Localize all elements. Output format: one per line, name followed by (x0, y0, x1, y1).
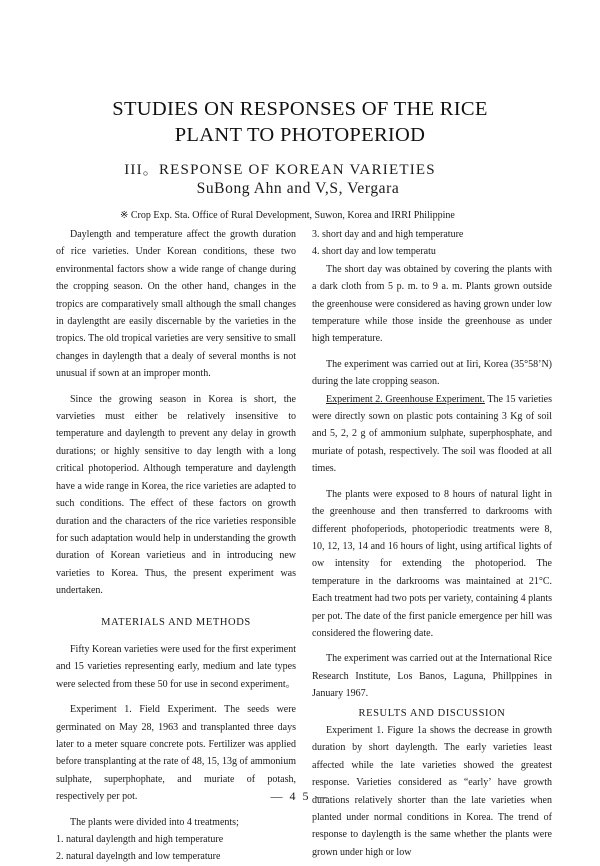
paper-title-line-1: STUDIES ON RESPONSES OF THE RICE (112, 98, 488, 120)
treatment-item-2: 2. natural dayelngth and low temperature (56, 851, 221, 863)
short-day-paragraph: The short day was obtained by covering the plants with a dark cloth from 5 p. m. to 9 a. m. Plants grown outside the greenhouse were considered as having grown under low temperature while those inside the greenhouse as under high temperature. (312, 263, 552, 345)
treatment-item-3: 3. short day and and high temperature (312, 229, 464, 240)
experiment-2-paragraph (312, 391, 552, 478)
left-column (56, 226, 296, 866)
paper-subtitle: III。RESPONSE OF KOREAN VARIETIES (124, 162, 436, 178)
intro-paragraph-1: Daylength and temperature affect the growth duration of rice varieties. Under Korean conditions, these two environmental factors show a wide range of change during the cropping season. On the other hand, changes in the tropics are comparatively small although the small changes in daylengtht are easily discernable by the varieties in the tropics. The old tropical varieties are very sensitive to small changes in daylength that a dealy of several months is not unusual if sown at an improper month. (56, 229, 296, 380)
page-number: — 4 5 — (270, 789, 330, 803)
photoperiod-paragraph: The plants were exposed to 8 hours of natural light in the greenhouse and then transferred to darkrooms with different phofoperiods, photoperiodic treatments were 8, 10, 12, 13, 14 and 16 hours of light, using artifical lights of ow intensity for extending the photoperiod. The temperature in the darkrooms was maintained at 21°C. Each treatment had two pots per variety, containing 4 plants per pot. The date of the first panicle emergence per hill was considered the flowering date. (312, 488, 552, 639)
results-paragraph-1: Experiment 1. Figure 1a shows the decrease in growth duration by short daylength. The early varieties least affected while the late varieties showed the greatest response. Varieties considered as “early’ have growth durations relatively shorter than the late varieties when planted under normal conditions in Korea. The trend of response to daylength is the same whether the plants were grown under high or low (312, 724, 552, 858)
methods-paragraph-1: Fifty Korean varieties were used for the first experiment and 15 varieties representing early, medium and late types were selected from these 50 for use in second experiment。 (56, 643, 296, 690)
intro-paragraph-2: Since the growing season in Korea is short, the varvieties must either be relatively insensitive to temperature and daylength to prevent any delay in growth durations; or highly sensitive to day length with a long critical photoperiod. Although temperature and daylength have a wide range in Korea, the rice varieties are adapted to such conditions. The effect of these factors on growth duration and the characters of the rice varieties responsible for such adaptation would help in understanding the growth duration of Korean varietieus and in introducing new varieties to Korea. Thus, the present experiment was undertaken. (56, 393, 296, 597)
results-heading: RESULTS AND DISCUSSION (358, 707, 506, 719)
experiment-2-text: The 15 varieties were directly sown on plastic pots containing 3 Kg of soil and 5, 2, 2 g of ammonium sulphate, superphosphate, and muriate of potash, respectively. The soil was flooded at all times. (312, 393, 552, 475)
paper-title-line-2: PLANT TO PHOTOPERIOD (174, 124, 426, 146)
methods-paragraph-3: The plants were divided into 4 treatments; (70, 816, 239, 828)
right-column (312, 226, 552, 861)
authors: SuBong Ahn and V,S, Vergara (196, 180, 400, 197)
methods-heading: MATERIALS AND METHODS (101, 616, 251, 628)
methods-paragraph-2: Experiment 1. Field Experiment. The seeds were germinated on May 28, 1963 and transplanted three days later to a meter square concrete pots. Fertilizer was applied before transplanting at the rate of 48, 15, 13g of ammonium sulphate, superphophate, and muriate of potash, respectively per pot. (56, 704, 296, 803)
treatment-item-1: 1. natural daylength and high temperature (56, 834, 224, 845)
treatment-item-4: 4. short day and low temperatu (312, 246, 436, 258)
location-paragraph: The experiment was carried out at Iiri, Korea (35°58’N) during the late cropping season. (312, 358, 552, 388)
affiliation: ※ Crop Exp. Sta. Office of Rural Development, Suwon, Korea and IRRI Philippine (120, 210, 455, 221)
experiment-2-label: Experiment 2. Greenhouse Experiment. (326, 393, 485, 405)
irri-paragraph: The experiment was carried out at the International Rice Research Institute, Los Banos, Laguna, Phillppines in January 1967. (312, 653, 552, 700)
